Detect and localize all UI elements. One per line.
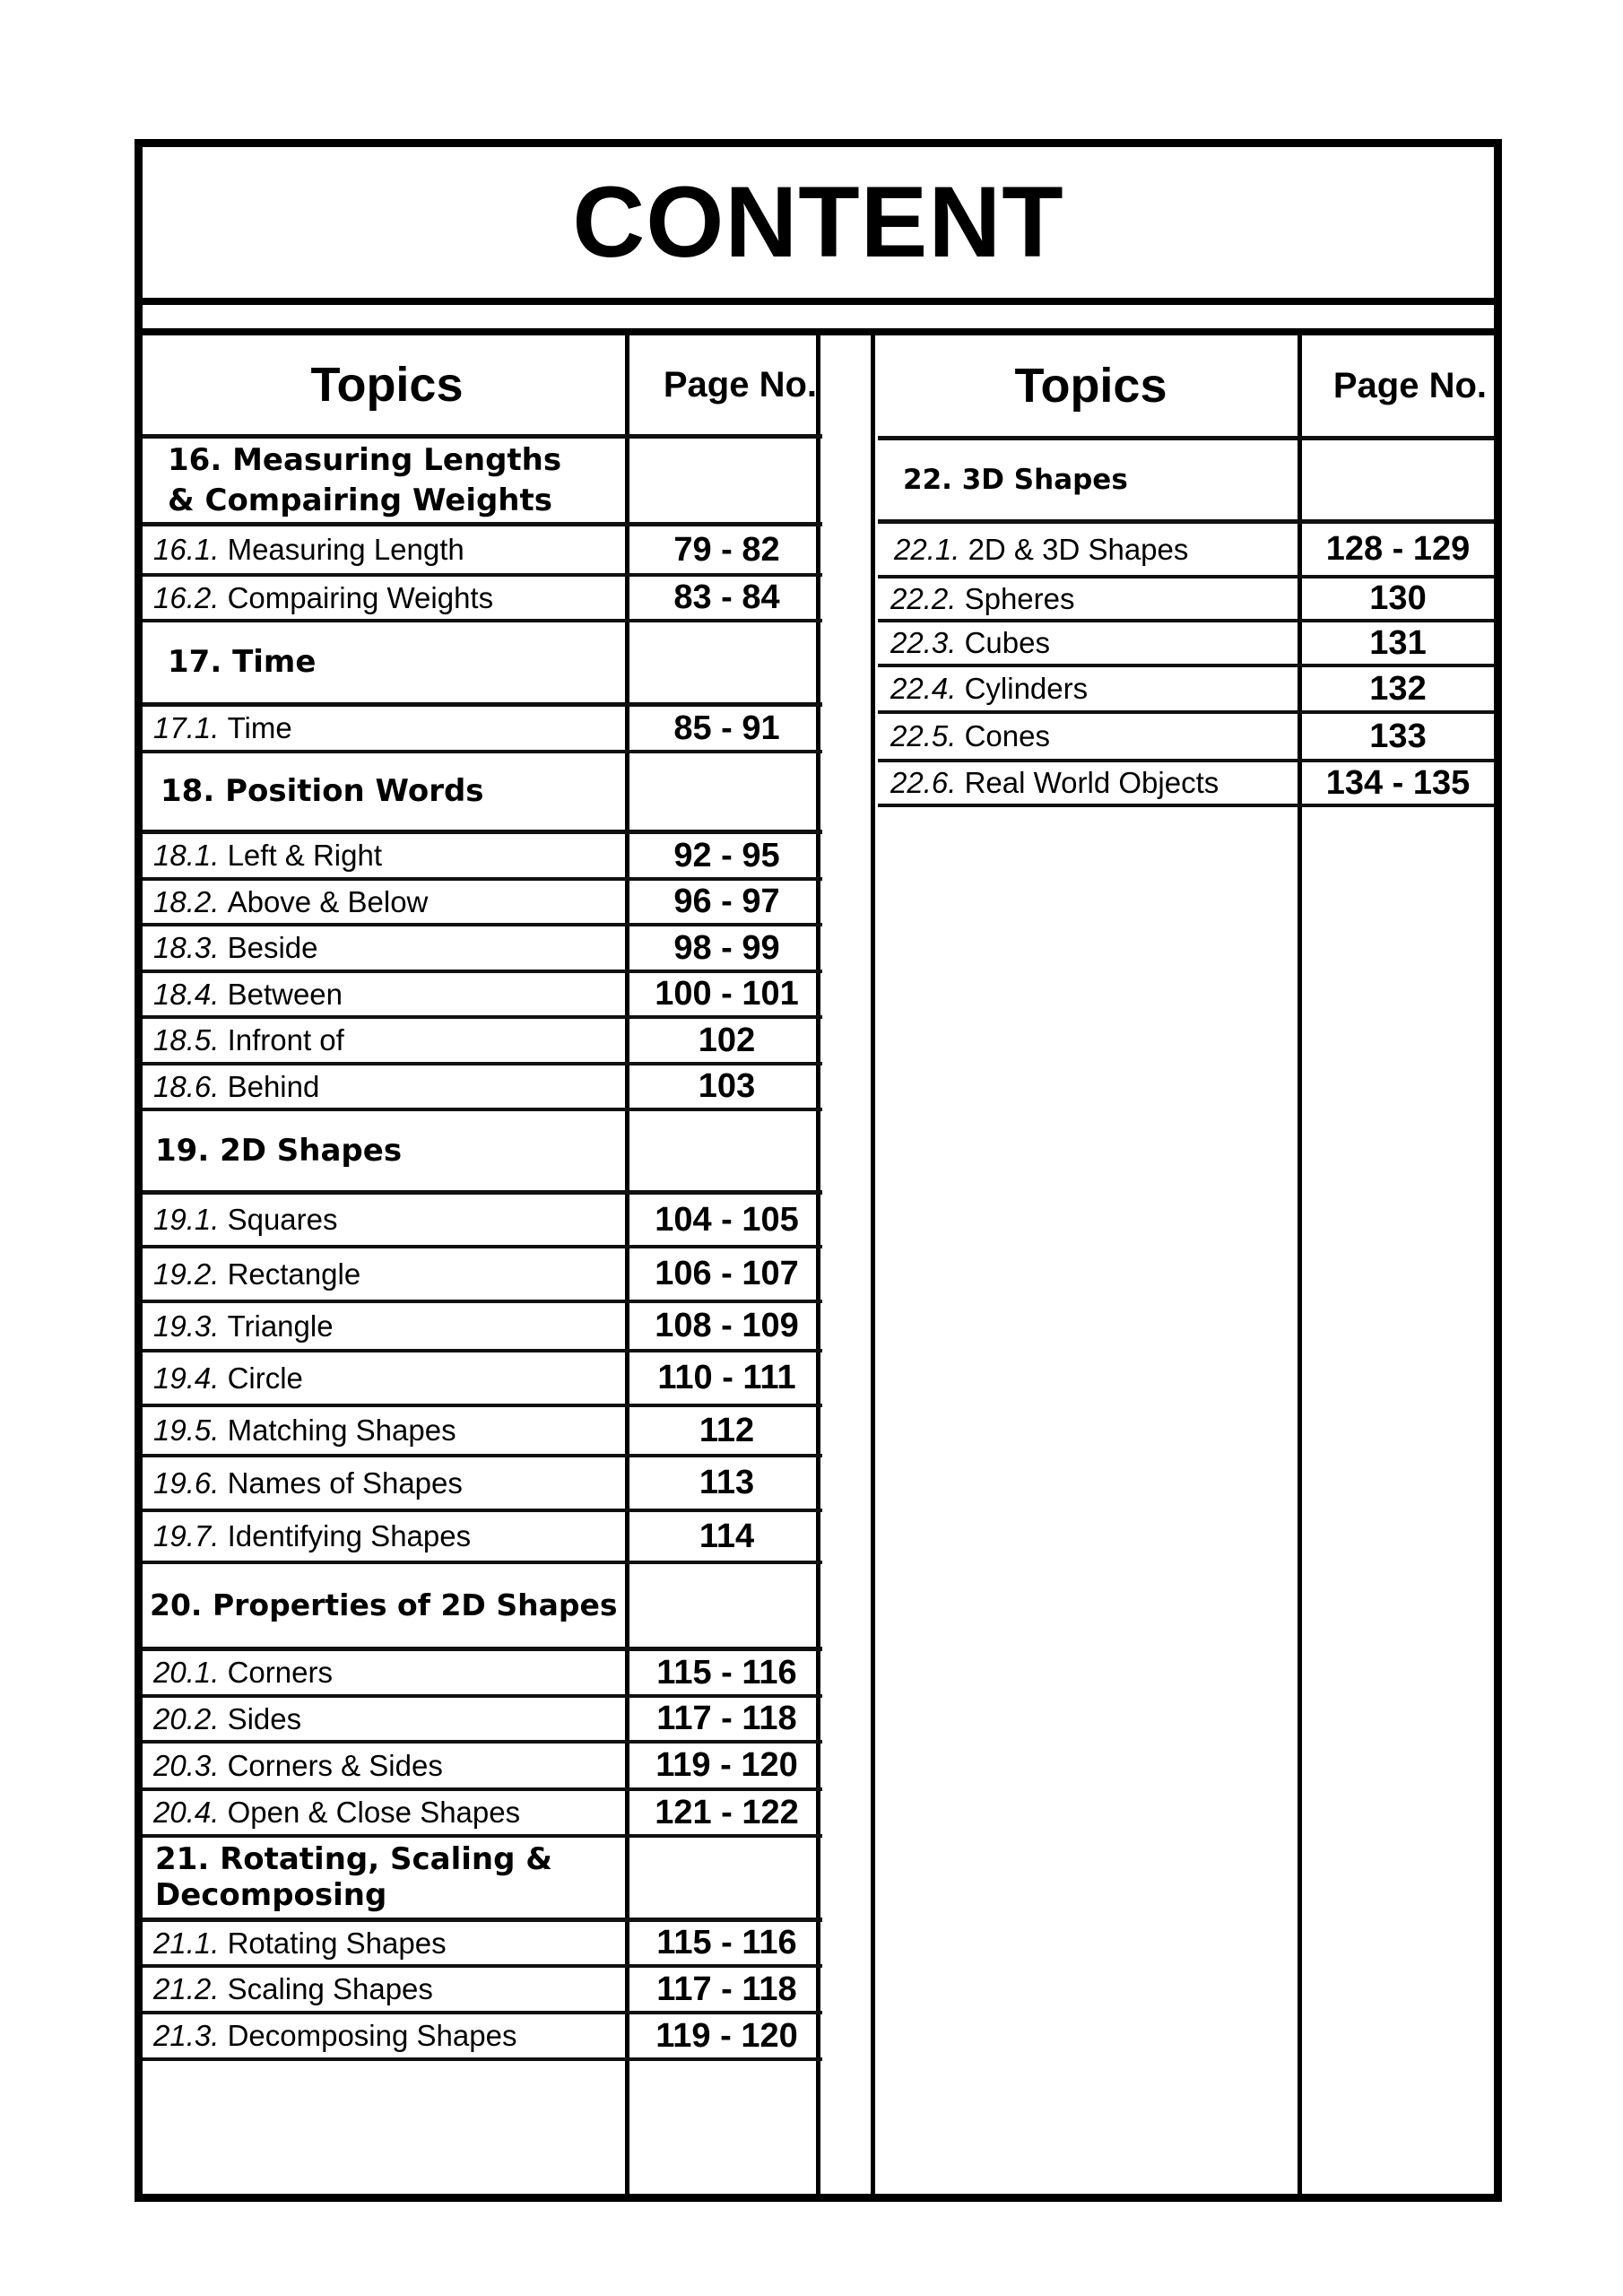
toc-entry-row[interactable] <box>143 1019 822 1065</box>
entry-number: 21.2. <box>153 1972 220 2005</box>
toc-entry-row[interactable] <box>143 707 822 753</box>
entry-label: Above & Below <box>227 884 429 918</box>
chapter-title: 19. 2D Shapes <box>155 1132 403 1169</box>
spacer-band <box>143 305 1494 335</box>
entry-topic <box>143 834 631 877</box>
entry-topic <box>878 578 1304 619</box>
chapter-row <box>143 1564 822 1651</box>
chapter-page-empty <box>631 622 822 702</box>
toc-entry-row[interactable] <box>878 578 1494 622</box>
entry-pages: 98 - 99 <box>673 928 780 967</box>
entry-pages: 112 <box>699 1411 755 1449</box>
chapter-row <box>143 1838 822 1922</box>
entry-topic <box>143 1303 631 1349</box>
entry-label: Spheres <box>964 581 1075 615</box>
entry-label: Cubes <box>964 626 1050 659</box>
chapter-title-line: 21. Rotating, Scaling & <box>155 1841 552 1878</box>
entry-topic <box>143 1065 631 1108</box>
entry-pages: 79 - 82 <box>673 530 780 569</box>
toc-entry-row[interactable] <box>878 667 1494 714</box>
toc-entry-row[interactable] <box>143 1968 822 2014</box>
page-no-header: Page No. <box>663 364 817 404</box>
entry-pages: 92 - 95 <box>673 836 780 874</box>
toc-entry-row[interactable] <box>878 714 1494 762</box>
entry-number: 22.1. <box>894 532 960 566</box>
entry-topic <box>143 707 631 750</box>
entry-number: 16.2. <box>153 580 220 614</box>
entry-label: Names of Shapes <box>227 1465 463 1500</box>
topics-header: Topics <box>310 358 464 412</box>
chapter-title-line: Decomposing <box>155 1876 387 1913</box>
entry-label: Compairing Weights <box>227 580 494 614</box>
entry-topic <box>143 1651 631 1694</box>
chapter-title-line: 16. Measuring Lengths <box>168 442 562 479</box>
entry-number: 20.1. <box>153 1656 220 1689</box>
entry-topic <box>878 714 1304 759</box>
chapter-page-empty <box>631 439 822 522</box>
chapter-row <box>143 1111 822 1195</box>
entry-pages: 115 - 116 <box>656 1653 797 1692</box>
entry-number: 19.7. <box>153 1519 220 1552</box>
entry-label: Triangle <box>227 1309 334 1343</box>
entry-pages: 134 - 135 <box>1325 763 1471 802</box>
chapter-page-empty <box>631 753 822 830</box>
entry-topic <box>143 1248 631 1300</box>
entry-label: Real World Objects <box>964 766 1219 799</box>
toc-entry-row[interactable] <box>143 1651 822 1698</box>
entry-label: Circle <box>227 1361 303 1395</box>
entry-number: 18.6. <box>153 1069 220 1103</box>
entry-number: 18.5. <box>153 1023 220 1057</box>
toc-entry-row[interactable] <box>143 973 822 1019</box>
right-toc-table <box>878 335 1494 2194</box>
entry-pages: 108 - 109 <box>655 1307 799 1344</box>
chapter-title <box>143 439 631 522</box>
entry-label: Rectangle <box>227 1257 361 1291</box>
entry-pages: 115 - 116 <box>656 1924 797 1961</box>
entry-number: 21.1. <box>153 1926 220 1960</box>
entry-label: Behind <box>227 1069 320 1103</box>
entry-label: Beside <box>227 931 318 964</box>
entry-label: Infront of <box>227 1023 344 1057</box>
entry-pages: 133 <box>1369 717 1427 755</box>
entry-number: 19.3. <box>153 1309 220 1343</box>
entry-number: 19.2. <box>153 1257 220 1291</box>
entry-topic <box>143 1352 631 1404</box>
entry-pages: 130 <box>1369 579 1427 617</box>
toc-entry-row[interactable] <box>143 2014 822 2061</box>
entry-topic <box>878 762 1304 804</box>
entry-number: 19.4. <box>153 1361 220 1395</box>
toc-entry-row[interactable] <box>143 1303 822 1352</box>
chapter-title: 18. Position Words <box>161 773 484 810</box>
chapter-title: 20. Properties of 2D Shapes <box>150 1587 618 1622</box>
entry-pages: 117 - 118 <box>656 1700 797 1737</box>
entry-label: Cylinders <box>964 672 1089 705</box>
entry-topic <box>143 881 631 923</box>
entry-topic <box>143 973 631 1015</box>
entry-pages: 83 - 84 <box>673 578 780 616</box>
entry-label: 2D & 3D Shapes <box>968 532 1189 566</box>
entry-label: Matching Shapes <box>227 1413 456 1447</box>
chapter-page-empty <box>1304 440 1492 519</box>
entry-pages: 110 - 111 <box>657 1359 796 1396</box>
chapter-title: 22. 3D Shapes <box>903 463 1128 496</box>
entry-number: 16.1. <box>153 533 220 566</box>
entry-topic <box>143 526 631 573</box>
entry-pages: 119 - 120 <box>655 1746 798 1784</box>
chapter-title: 17. Time <box>168 644 317 681</box>
entry-label: Scaling Shapes <box>227 1972 433 2005</box>
content-page-frame <box>135 139 1502 2202</box>
toc-entry-row[interactable] <box>143 1791 822 1838</box>
entry-pages: 102 <box>698 1021 756 1059</box>
toc-entry-row[interactable] <box>143 1065 822 1111</box>
entry-topic <box>143 1019 631 1062</box>
entry-topic <box>143 1791 631 1834</box>
chapter-row <box>143 622 822 707</box>
right-table-left-edge <box>871 335 875 2194</box>
entry-number: 20.3. <box>153 1748 220 1782</box>
toc-entry-row[interactable] <box>143 1922 822 1968</box>
entry-topic <box>143 1968 631 2011</box>
toc-entry-row[interactable] <box>143 1248 822 1303</box>
topics-header: Topics <box>1014 359 1167 413</box>
entry-number: 22.5. <box>890 719 957 752</box>
toc-entry-row[interactable] <box>143 834 822 881</box>
toc-entry-row[interactable] <box>143 1744 822 1791</box>
entry-number: 21.3. <box>153 2019 220 2052</box>
entry-number: 22.3. <box>890 626 957 659</box>
chapter-page-empty <box>631 1564 822 1647</box>
entry-number: 18.2. <box>153 884 220 918</box>
entry-topic <box>143 577 631 619</box>
toc-entry-row[interactable] <box>143 577 822 622</box>
entry-label: Corners & Sides <box>227 1748 443 1782</box>
chapter-row <box>143 439 822 526</box>
entry-topic <box>143 2014 631 2057</box>
entry-pages: 132 <box>1369 669 1427 708</box>
chapter-row <box>143 753 822 834</box>
entry-label: Measuring Length <box>227 533 464 566</box>
toc-entry-row[interactable] <box>143 926 822 973</box>
entry-topic <box>143 1512 631 1561</box>
entry-label: Cones <box>964 719 1050 752</box>
entry-pages: 114 <box>699 1517 755 1555</box>
toc-entry-row[interactable] <box>878 762 1494 807</box>
entry-topic <box>143 1457 631 1509</box>
entry-number: 20.2. <box>153 1701 220 1735</box>
entry-topic <box>143 1698 631 1740</box>
entry-topic <box>143 926 631 970</box>
entry-label: Left & Right <box>227 839 383 872</box>
entry-label: Open & Close Shapes <box>227 1796 521 1829</box>
chapter-title <box>143 1838 631 1918</box>
entry-number: 18.3. <box>153 931 220 964</box>
toc-entry-row[interactable] <box>143 1512 822 1564</box>
entry-label: Rotating Shapes <box>227 1926 447 1960</box>
entry-label: Corners <box>227 1656 333 1689</box>
entry-pages: 121 - 122 <box>655 1793 799 1831</box>
entry-number: 18.4. <box>153 977 220 1011</box>
page-title: CONTENT <box>572 166 1064 278</box>
entry-pages: 119 - 120 <box>655 2016 798 2055</box>
chapter-page-empty <box>631 1111 822 1190</box>
entry-topic <box>143 1922 631 1964</box>
toc-entry-row[interactable] <box>878 524 1494 578</box>
toc-entry-row[interactable] <box>878 622 1494 667</box>
entry-number: 19.5. <box>153 1413 220 1447</box>
entry-pages: 85 - 91 <box>673 709 780 747</box>
entry-number: 17.1. <box>153 711 220 744</box>
title-box <box>143 147 1494 305</box>
entry-pages: 100 - 101 <box>655 975 799 1013</box>
entry-label: Decomposing Shapes <box>227 2019 517 2052</box>
chapter-page-empty <box>631 1838 822 1918</box>
toc-entry-row[interactable] <box>143 1698 822 1744</box>
entry-pages: 106 - 107 <box>655 1255 799 1292</box>
entry-label: Sides <box>227 1701 302 1735</box>
entry-label: Between <box>227 977 343 1011</box>
toc-entry-row[interactable] <box>143 1457 822 1512</box>
table-header-row <box>878 335 1494 440</box>
entry-topic <box>143 1744 631 1787</box>
chapter-row <box>878 440 1494 524</box>
toc-entry-row[interactable] <box>143 526 822 577</box>
toc-entry-row[interactable] <box>143 1195 822 1248</box>
entry-number: 20.4. <box>153 1796 220 1829</box>
entry-label: Identifying Shapes <box>227 1519 472 1552</box>
entry-pages: 103 <box>698 1067 756 1105</box>
entry-label: Time <box>227 711 292 744</box>
entry-pages: 96 - 97 <box>673 883 780 920</box>
entry-number: 19.1. <box>153 1203 220 1236</box>
toc-entry-row[interactable] <box>143 881 822 926</box>
entry-topic <box>878 667 1304 710</box>
entry-number: 18.1. <box>153 839 220 872</box>
toc-entry-row[interactable] <box>143 1407 822 1457</box>
entry-label: Squares <box>227 1203 338 1236</box>
entry-pages: 117 - 118 <box>656 1970 797 2008</box>
entry-pages: 128 - 129 <box>1325 530 1471 568</box>
toc-entry-row[interactable] <box>143 1352 822 1407</box>
entry-topic <box>143 1407 631 1454</box>
entry-number: 22.2. <box>890 581 957 615</box>
entry-topic <box>878 622 1304 664</box>
entry-topic <box>143 1195 631 1245</box>
entry-pages: 104 - 105 <box>655 1200 799 1239</box>
entry-number: 22.4. <box>890 672 957 705</box>
entry-topic <box>878 524 1304 575</box>
table-header-row <box>143 335 822 439</box>
left-toc-table <box>143 335 822 2194</box>
entry-pages: 131 <box>1369 623 1427 662</box>
page-no-header: Page No. <box>1332 365 1487 405</box>
entry-number: 19.6. <box>153 1465 220 1500</box>
entry-pages: 113 <box>699 1464 755 1501</box>
chapter-title-line: & Compairing Weights <box>168 482 553 518</box>
entry-number: 22.6. <box>890 766 957 799</box>
